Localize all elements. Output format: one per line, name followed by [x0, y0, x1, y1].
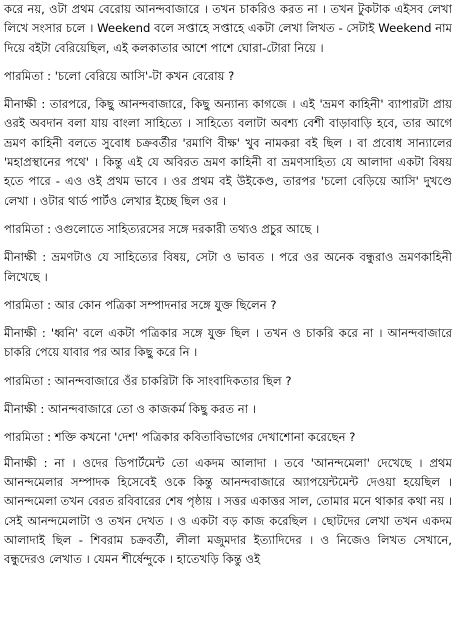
paragraph-paramita-question-1: পারমিতা : 'চলো বেরিয়ে আসি'-টা কখন বেরোয় ? — [4, 68, 235, 83]
paragraph-intro: করে নয়, ওটা প্রথম বেরোয় আনন্দবাজারে । তখন চাকরিও করত না । তখন টুকটাক এইসব লেখা লিখে সংসার চলে । Weekend বলে সপ্তাহে সপ্তাহে একটা লেখা লিখত - সেটাই Weekend নাম দিয়ে বইটা বেরিয়েছিল, এই কলকাতার আশে পাশে ঘোরা-টোরা নিয়ে । — [4, 2, 452, 55]
paragraph-meenakshi-answer-3: মীনাক্ষী : 'ধ্বনি' বলে একটা পত্রিকার সঙ্গে যুক্ত ছিল । তখন ও চাকরি করে না । আনন্দবাজারে চাকরি পেয়ে যাবার পর আর কিছু করে নি । — [4, 326, 452, 360]
paragraph-paramita-question-2: পারমিতা : ওগুলোতে সাহিত্যরসের সঙ্গে দরকারী তথ্যও প্রচুর আছে । — [4, 221, 320, 236]
paragraph-paramita-question-5: পারমিতা : শক্তি কখনো 'দেশ' পত্রিকার কবিতাবিভাগের দেখাশোনা করেছেন ? — [4, 430, 356, 445]
document-page — [4, 0, 452, 569]
paragraph-meenakshi-answer-1: মীনাক্ষী : তারপরে, কিছু আনন্দবাজারে, কিছু অন্যান্য কাগজে । এই 'ভ্রমণ কাহিনী' ব্যাপারটা প্রায় ওরই অবদান বলা যায় বাংলা সাহিত্যে । সাহিত্যে বলাটা অবশ্য বেশী বাড়াবাড়ি হবে, তার আগে ভ্রমণ কাহিনী বলতে সুবোধ চক্রবর্তীর 'রমাণি বীক্ষ' খুব নামকরা বই ছিল । বা প্রবোধ সান্যালের 'মহাপ্রস্থানের পথে' । কিন্তু এই যে অবিরত ভ্রমণ কাহিনী বা ভ্রমণসাহিত্য যে আলাদা একটা বিষয় হতে পারে - এও ওই প্রথম ভাবে । ওর প্রথম বই উইকেণ্ড, তারপর 'চলো বেড়িয়ে আসি' দুখণ্ডে লেখা । ওটার থার্ড পার্টও লেখার ইচ্ছে ছিল ওর । — [4, 97, 452, 208]
paragraph-meenakshi-answer-2: মীনাক্ষী : ভ্রমণটাও যে সাহিত্যের বিষয়, সেটা ও ভাবত । পরে ওর অনেক বন্ধুরাও ভ্রমণকাহিনী লিখেছে । — [4, 250, 452, 284]
paragraph-paramita-question-4: পারমিতা : আনন্দবাজারে ওঁর চাকরিটা কি সাংবাদিকতার ছিল ? — [4, 373, 292, 388]
paragraph-meenakshi-answer-5: মীনাক্ষী : না । ওদের ডিপার্টমেন্ট তো একদম আলাদা । তবে 'আনন্দমেলা' দেখেছে । প্রথম আনন্দমেলার সম্পাদক হিসেবেই ওকে কিন্তু আনন্দবাজারে অ্যাপয়েন্টমেন্ট দেওয়া হয়েছিল । আনন্দমেলা তখন বেরত রবিবারের শেষ পৃষ্ঠায় । সত্তর একাত্তর সাল, তোমার মনে থাকার কথা নয় । সেই আনন্দমেলাটা ও তখন দেখত । ও একটা বড় কাজ করেছিল । ছোটদের লেখা তখন একদম আলাদাই ছিল - শিবরাম চক্রবর্তী, লীলা মজুমদার ইত্যাদিদের । ও নিজেও লিখত সেখানে, বন্ধুদেরও লেখাত । যেমন শীর্ষেন্দুকে । হাতেখড়ি কিন্তু ওই — [4, 455, 452, 567]
paragraph-meenakshi-answer-4: মীনাক্ষী : আনন্দবাজারে তো ও কাজকর্ম কিছু করত না । — [4, 402, 256, 417]
paragraph-paramita-question-3: পারমিতা : আর কোন পত্রিকা সম্পাদনার সঙ্গে যুক্ত ছিলেন ? — [4, 297, 277, 312]
